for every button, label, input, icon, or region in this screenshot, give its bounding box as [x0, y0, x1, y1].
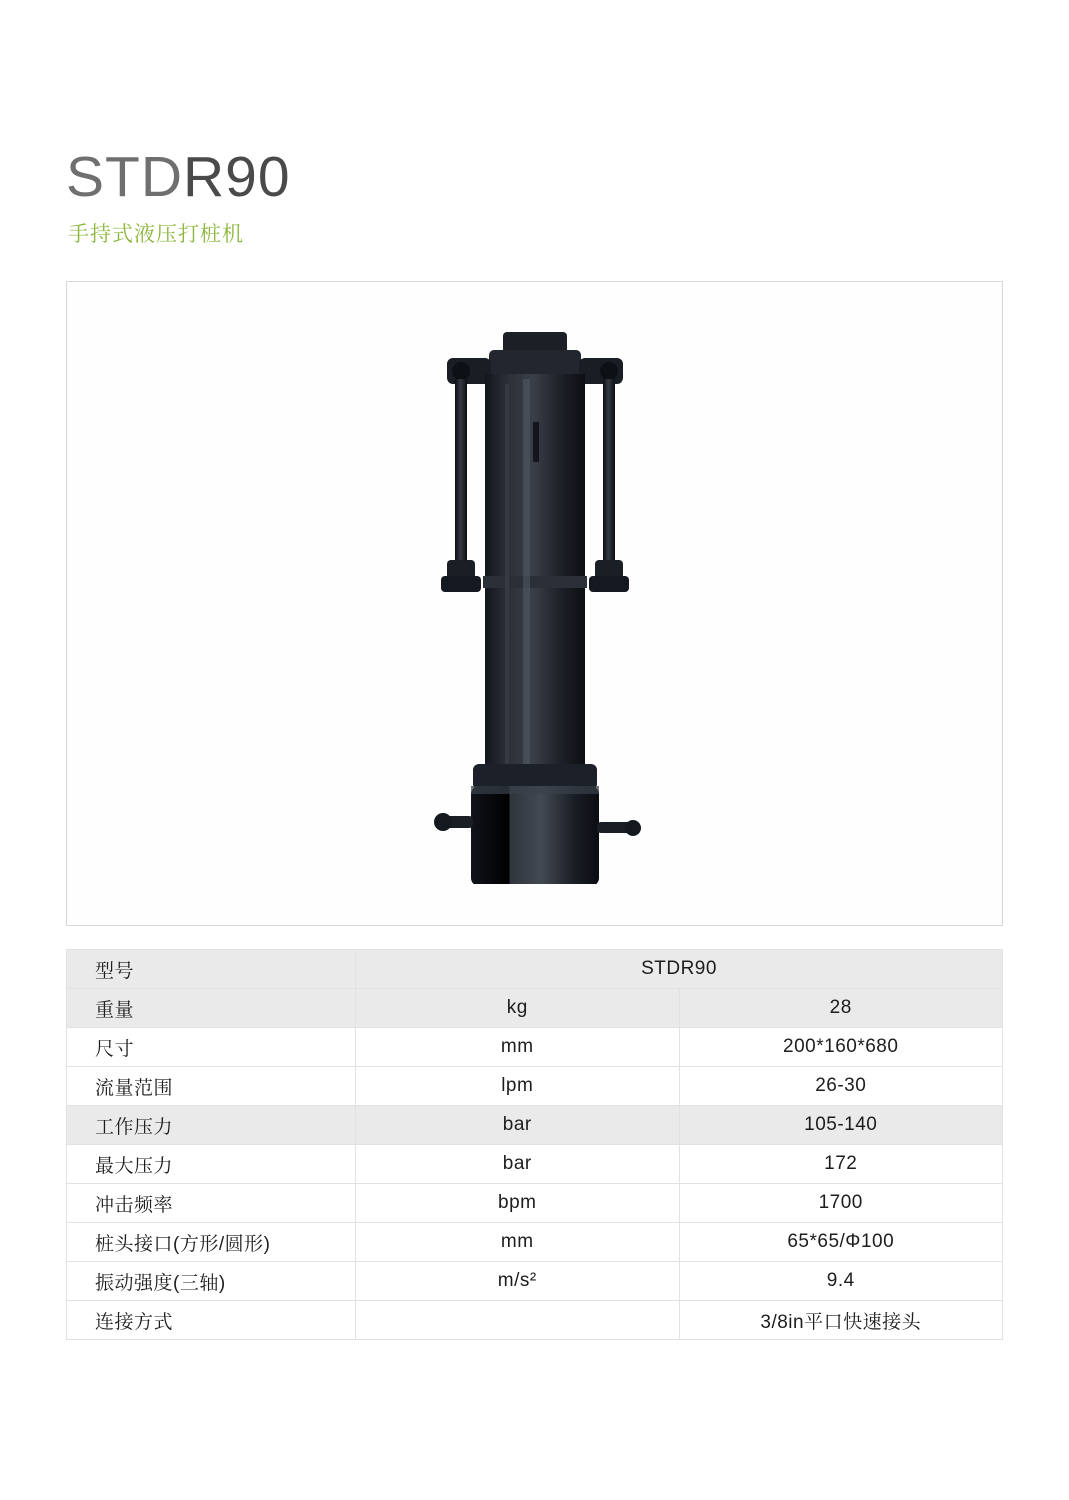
spec-unit: mm	[356, 1223, 680, 1262]
spec-value: 105-140	[679, 1106, 1003, 1145]
table-row	[67, 1106, 1003, 1145]
spec-name: 工作压力	[67, 1106, 356, 1145]
table-row	[67, 1145, 1003, 1184]
spec-unit: bar	[356, 1106, 680, 1145]
spec-name: 冲击频率	[67, 1184, 356, 1223]
product-image-panel	[66, 281, 1003, 926]
table-row	[67, 1301, 1003, 1340]
spec-name: 重量	[67, 989, 356, 1028]
spec-name: 连接方式	[67, 1301, 356, 1340]
product-photo	[385, 324, 685, 884]
table-row	[67, 1262, 1003, 1301]
spec-value: 28	[679, 989, 1003, 1028]
spec-value: 3/8in平口快速接头	[679, 1301, 1003, 1340]
specification-table	[66, 949, 1003, 1340]
spec-table-body	[67, 950, 1003, 1340]
table-row	[67, 950, 1003, 989]
page-title-prefix: STD	[66, 145, 183, 209]
spec-name: 最大压力	[67, 1145, 356, 1184]
table-row	[67, 989, 1003, 1028]
title-block	[66, 145, 966, 248]
spec-unit: bpm	[356, 1184, 680, 1223]
page-title-suffix: R90	[183, 145, 291, 209]
spec-value: 65*65/Φ100	[679, 1223, 1003, 1262]
spec-value: 1700	[679, 1184, 1003, 1223]
spec-value: 200*160*680	[679, 1028, 1003, 1067]
spec-name: 振动强度(三轴)	[67, 1262, 356, 1301]
spec-name: 桩头接口(方形/圆形)	[67, 1223, 356, 1262]
page-title	[66, 145, 966, 209]
table-row	[67, 1184, 1003, 1223]
table-row	[67, 1028, 1003, 1067]
spec-name: 尺寸	[67, 1028, 356, 1067]
page-subtitle: 手持式液压打桩机	[68, 222, 244, 246]
spec-value: 172	[679, 1145, 1003, 1184]
spec-unit	[356, 1301, 680, 1340]
spec-value: 9.4	[679, 1262, 1003, 1301]
spec-value: STDR90	[356, 950, 1003, 989]
spec-unit: m/s²	[356, 1262, 680, 1301]
spec-unit: lpm	[356, 1067, 680, 1106]
table-row	[67, 1067, 1003, 1106]
spec-name: 流量范围	[67, 1067, 356, 1106]
spec-value: 26-30	[679, 1067, 1003, 1106]
table-row	[67, 1223, 1003, 1262]
spec-unit: kg	[356, 989, 680, 1028]
spec-name: 型号	[67, 950, 356, 989]
spec-unit: mm	[356, 1028, 680, 1067]
spec-unit: bar	[356, 1145, 680, 1184]
